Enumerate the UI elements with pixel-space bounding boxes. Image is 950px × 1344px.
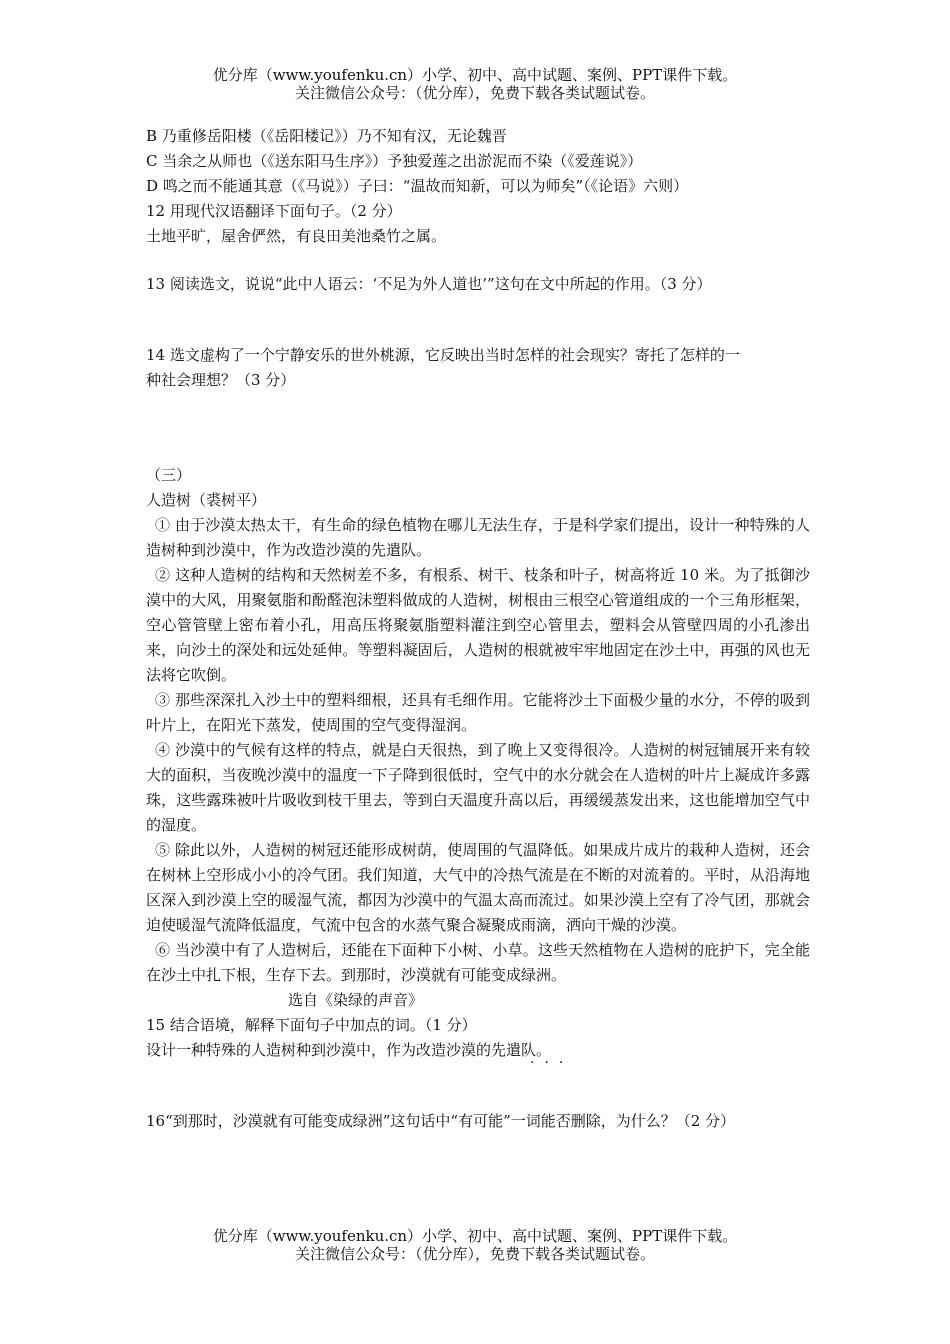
header-line-2: 关注微信公众号：（优分库），免费下载各类试题试卷。 (294, 84, 655, 102)
question-15-sentence-text: 设计一种特殊的人造树种到沙漠中，作为改造沙漠的先遣队。 (146, 1041, 552, 1059)
answer-space-13 (146, 297, 810, 343)
header-line-1: 优分库（www.youfenku.cn）小学、初中、高中试题、案例、PPT课件下载。 (212, 66, 738, 84)
question-13-prompt: 13 阅读选文，说说“此中人语云：‘不足为外人道也’”这句在文中所起的作用。（3 分） (146, 275, 712, 293)
option-d: D 鸣之而不能通其意（《马说》）子曰：“温故而知新，可以为师矣”（《论语》六则） (146, 177, 689, 195)
article-paragraph-4: ④ 沙漠中的气候有这样的特点，就是白天很热，到了晚上又变得很冷。人造树的树冠铺展开来有较大的面积，当夜晚沙漠中的温度一下子降到很低时，空气中的水分就会在人造树的叶片上凝成许多露珠，这些露珠被叶片吸收到枝干里去，等到白天温度升高以后，再缓缓蒸发出来，这也能增加空气中的湿度。 (146, 741, 810, 834)
question-14-line-1: 14 选文虚构了一个宁静安乐的世外桃源，它反映出当时怎样的社会现实？寄托了怎样的一 (146, 346, 740, 364)
exam-body (146, 124, 810, 1134)
article-paragraph-6: ⑥ 当沙漠中有了人造树后，还能在下面种下小树、小草。这些天然植物在人造树的庇护下，完全能在沙土中扎下根，生存下去。到那时，沙漠就有可能变成绿洲。 (146, 941, 810, 984)
article-paragraph-3: ③ 那些深深扎入沙土中的塑料细根，还具有毛细作用。它能将沙土下面极少量的水分，不停的吸到叶片上，在阳光下蒸发，使周围的空气变得湿润。 (146, 691, 810, 734)
article-paragraph-2: ② 这种人造树的结构和天然树差不多，有根系、树干、枝条和叶子，树高将近 10 米。为了抵御沙漠中的大风，用聚氨脂和酚醛泡沫塑料做成的人造树，树根由三根空心管道组成的一个三角形框架，空心管管壁上密布着小孔，用高压将聚氨脂塑料灌注到空心管里去，塑料会从管壁四周的小孔渗出来，向沙土的深处和远处延伸。等塑料凝固后，人造树的根就被牢牢地固定在沙土中，再强的风也无法将它吹倒。 (146, 566, 810, 684)
footer-line-2: 关注微信公众号：（优分库），免费下载各类试题试卷。 (294, 1245, 655, 1263)
footer-line-1: 优分库（www.youfenku.cn）小学、初中、高中试题、案例、PPT课件下载。 (212, 1227, 738, 1245)
question-12-prompt: 12 用现代汉语翻译下面句子。（2 分） (146, 202, 402, 220)
answer-space-14 (146, 393, 810, 463)
page-header (0, 66, 950, 102)
page-footer (0, 1227, 950, 1263)
section-label: （三） (146, 466, 192, 484)
answer-space-15 (146, 1063, 810, 1109)
article-source: 选自《染绿的声音》 (288, 991, 424, 1009)
article-paragraph-1: ① 由于沙漠太热太干，有生命的绿色植物在哪儿无法生存，于是科学家们提出，设计一种特殊的人造树种到沙漠中，作为改造沙漠的先遣队。 (146, 516, 810, 559)
question-16-prompt: 16“到那时，沙漠就有可能变成绿洲”这句话中“有可能”一词能否删除，为什么？（2 分） (146, 1112, 736, 1130)
answer-space-12 (146, 249, 810, 272)
option-c: C 当余之从师也（《送东阳马生序》）予独爱莲之出淤泥而不染（《爱莲说》） (146, 152, 643, 170)
article-paragraph-5: ⑤ 除此以外，人造树的树冠还能形成树荫，使周围的气温降低。如果成片成片的栽种人造树，还会在树林上空形成小小的冷气团。我们知道，大气中的冷热气流是在不断的对流着的。平时，从沿海地区深入到沙漠上空的暖湿气流，都因为沙漠中的气温太高而流过。如果沙漠上空有了冷气团，那就会迫使暖湿气流降低温度，气流中包含的水蒸气聚合凝聚成雨滴，洒向干燥的沙漠。 (146, 841, 810, 934)
question-15-prompt: 15 结合语境，解释下面句子中加点的词。（1 分） (146, 1016, 477, 1034)
question-15-sentence (146, 1038, 810, 1071)
question-14-line-2: 种社会理想？（3 分） (146, 371, 296, 389)
article-title: 人造树（裘树平） (146, 491, 267, 509)
emphasis-dots: ··· (530, 1055, 574, 1071)
question-12-sentence: 土地平旷，屋舍俨然，有良田美池桑竹之属。 (146, 227, 447, 245)
option-b: B 乃重修岳阳楼（《岳阳楼记》）乃不知有汉，无论魏晋 (146, 127, 507, 145)
